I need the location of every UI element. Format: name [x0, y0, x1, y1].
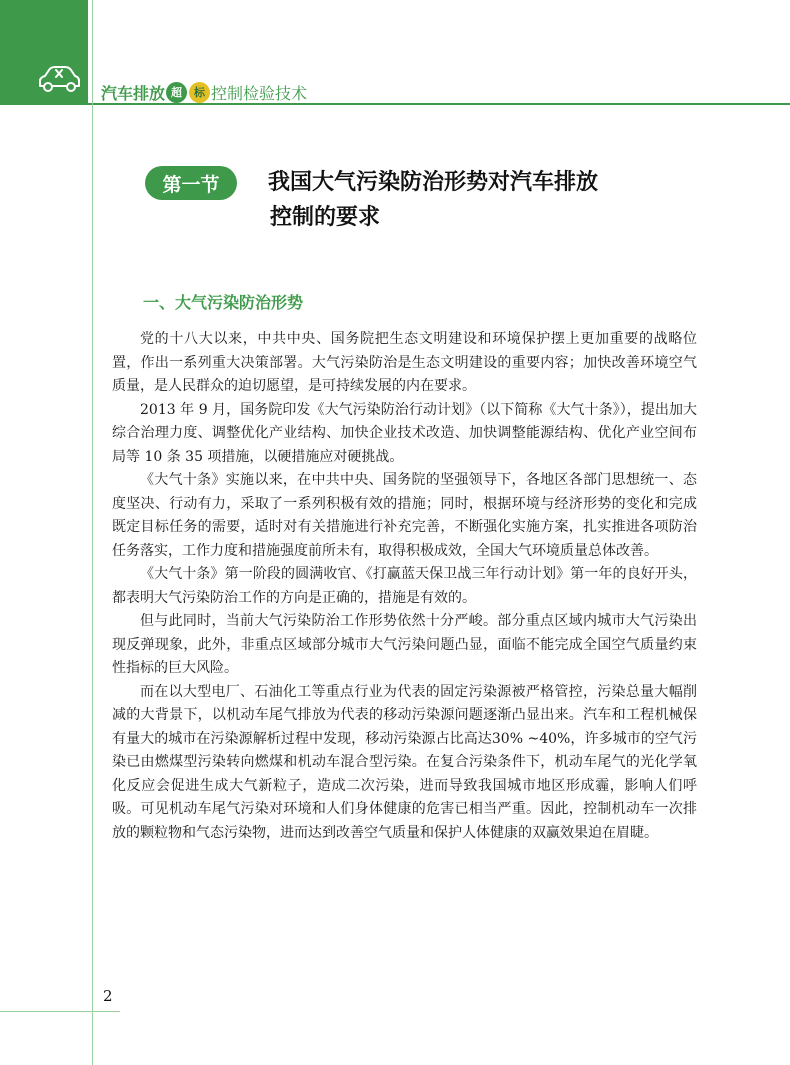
header-badge-1: 超 — [166, 82, 187, 103]
header-title-before: 汽车排放 — [101, 83, 166, 103]
paragraph: 2013 年 9 月，国务院印发《大气污染防治行动计划》（以下简称《大气十条》），提出加大综合治理力度、调整优化产业结构、加快企业技术改造、加快调整能源结构、优化产业空间布局等 10 条 35 项措施，以硬措施应对硬挑战。 — [112, 401, 697, 465]
section-title-line-1: 我国大气污染防治形势对汽车排放 — [268, 169, 599, 195]
paragraph: 《大气十条》实施以来，在中共中央、国务院的坚强领导下，各地区各部门思想统一、态度坚决、行动有力，采取了一系列积极有效的措施；同时，根据环境与经济形势的变化和完成既定目标任务的需要，适时对有关措施进行补充完善，不断强化实施方案，扎实推进各项防治任务落实，工作力度和措施强度前所未有，取得积极成效，全国大气环境质量总体改善。 — [112, 472, 697, 559]
running-header — [101, 79, 307, 105]
section-title — [268, 165, 688, 235]
paragraph: 党的十八大以来，中共中央、国务院把生态文明建设和环境保护摆上更加重要的战略位置，作出一系列重大决策部署。大气污染防治是生态文明建设的重要内容；加快改善环境空气质量，是人民群众的迫切愿望，是可持续发展的内在要求。 — [112, 331, 697, 394]
footer-rule — [0, 1011, 120, 1012]
paragraph: 而在以大型电厂、石油化工等重点行业为代表的固定污染源被严格管控，污染总量大幅削减的大背景下，以机动车尾气排放为代表的移动污染源问题逐渐凸显出来。汽车和工程机械保有量大的城市在污染源解析过程中发现，移动污染源占比高达30% ~40%，许多城市的空气污染已由燃煤型污染转向燃煤和机动车混合型污染。在复合污染条件下，机动车尾气的光化学氧化反应会促进生成大气新粒子，造成二次污染，进而导致我国城市地区形成霾，影响人们呼吸。可见机动车尾气污染对环境和人们身体健康的危害已相当严重。因此，控制机动车一次排放的颗粒物和气态污染物，进而达到改善空气质量和保护人体健康的双赢效果迫在眉睫。 — [112, 683, 697, 841]
page-number: 2 — [103, 987, 113, 1005]
paragraph: 《大气十条》第一阶段的圆满收官、《打赢蓝天保卫战三年行动计划》第一年的良好开头，都表明大气污染防治工作的方向是正确的，措施是有效的。 — [112, 566, 697, 606]
paragraph: 但与此同时，当前大气污染防治工作形势依然十分严峻。部分重点区域内城市大气污染出现反弹现象，此外，非重点区域部分城市大气污染问题凸显，面临不能完成全国空气质量约束性指标的巨大风险。 — [112, 613, 697, 676]
header-badge-2: 标 — [189, 82, 210, 103]
section-number-label: 第一节 — [145, 166, 237, 200]
subsection-heading: 一、大气污染防治形势 — [143, 293, 304, 312]
section-title-line-2: 控制的要求 — [270, 204, 381, 230]
car-icon — [36, 64, 82, 94]
header-title-after: 控制检验技术 — [211, 83, 308, 103]
margin-line — [92, 0, 93, 1065]
body-text — [112, 328, 697, 845]
